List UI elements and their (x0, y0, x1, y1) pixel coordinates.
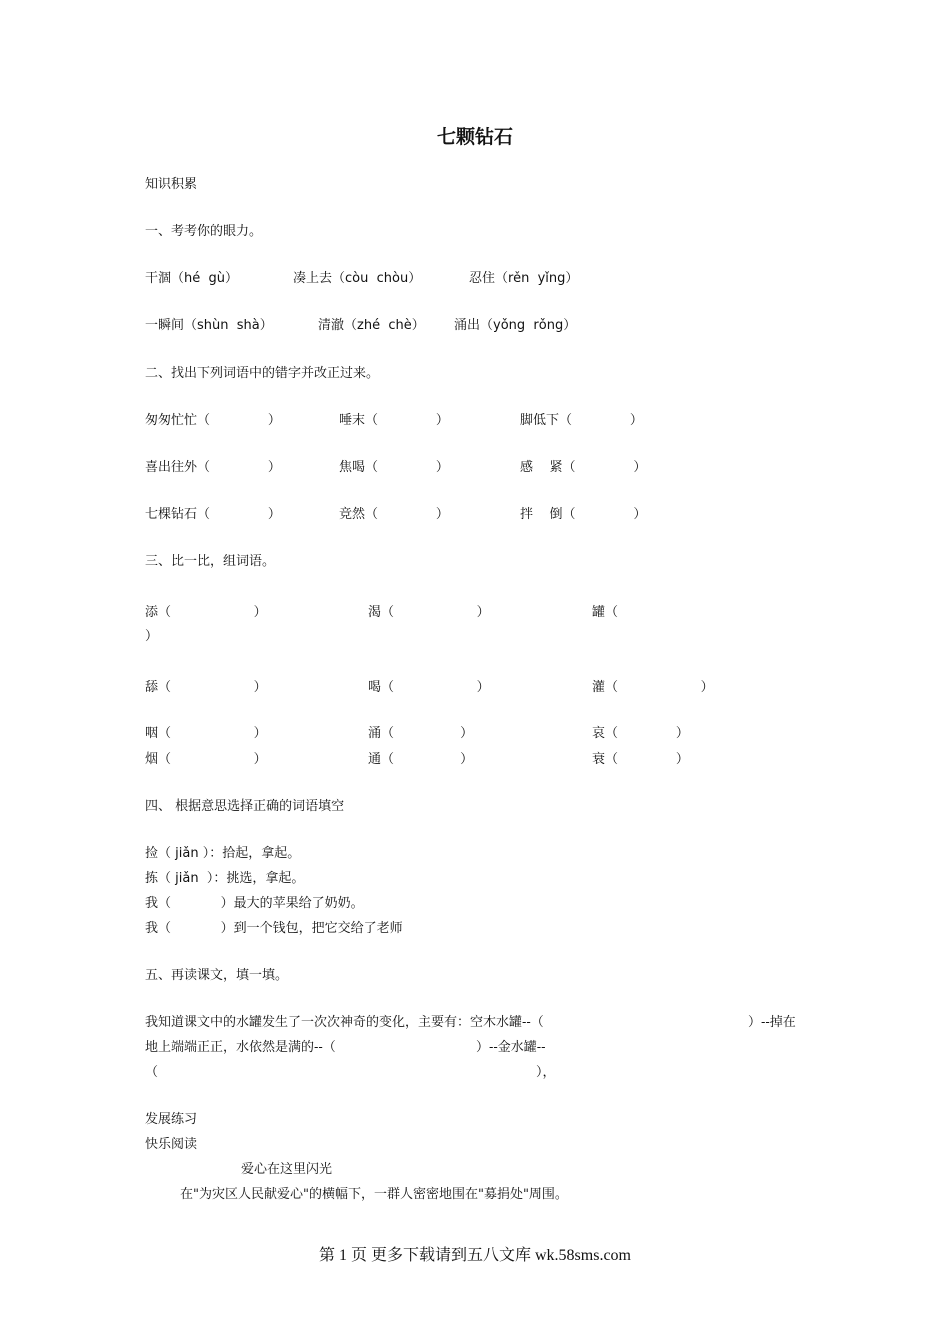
q3-item[interactable]: 喝（ ） (368, 680, 490, 695)
q3-item-wrap: ） (145, 629, 159, 644)
q3-item[interactable]: 灌（ ） (592, 680, 714, 695)
q1-word: 凑上去 (293, 271, 333, 286)
q1-pinyin: （rěn yǐng） (495, 271, 579, 286)
q1-item (145, 270, 238, 288)
q2-item[interactable]: 七棵钻石（ ） (145, 507, 281, 522)
q1-word: 干涸 (145, 271, 172, 286)
q2-item[interactable]: 竞然（ ） (339, 507, 449, 522)
q1-item (318, 317, 425, 335)
q3-item[interactable]: 咽（ ） (145, 726, 267, 741)
q5-text: （ (145, 1065, 159, 1080)
section-label-knowledge: 知识积累 (145, 177, 198, 192)
q5-heading: 五、再读课文，填一填。 (145, 968, 289, 983)
q2-item[interactable]: 焦喝（ ） (339, 460, 449, 475)
q3-item[interactable]: 通（ ） (368, 752, 474, 767)
q2-heading: 二、找出下列词语中的错字并改正过来。 (145, 366, 380, 381)
q3-item[interactable]: 烟（ ） (145, 752, 267, 767)
q4-definition: 拣（ jiǎn ）：挑选，拿起。 (145, 871, 305, 886)
q2-item[interactable]: 脚低下（ ） (520, 413, 643, 428)
reading-paragraph: 在"为灾区人民献爱心"的横幅下，一群人密密地围在"募捐处"周围。 (180, 1187, 568, 1202)
q1-pinyin: （shùn shà） (184, 318, 273, 333)
q1-item (469, 270, 578, 288)
q3-item[interactable]: 哀（ ） (592, 726, 689, 741)
q3-item[interactable]: 涌（ ） (368, 726, 474, 741)
q1-pinyin: （hé gù） (171, 271, 239, 286)
q1-heading: 一、考考你的眼力。 (145, 224, 263, 239)
q4-pinyin: jiǎn (175, 846, 199, 861)
q1-item (454, 317, 576, 335)
q3-item[interactable]: 罐（ (592, 605, 619, 620)
q4-definition: 捡（ jiǎn ）：拾起，拿起。 (145, 846, 301, 861)
section-label-practice: 发展练习 (145, 1112, 198, 1127)
q3-item[interactable]: 衰（ ） (592, 752, 689, 767)
q1-word: 一瞬间 (145, 318, 185, 333)
q2-item[interactable]: 匆匆忙忙（ ） (145, 413, 281, 428)
q4-fill-sentence[interactable]: 我（ ）最大的苹果给了奶奶。 (145, 896, 364, 911)
q1-word: 清澈 (318, 318, 345, 333)
q1-item (293, 270, 421, 288)
q1-pinyin: （còu chòu） (332, 271, 422, 286)
q5-text: 地上端端正正，水依然是满的--（ (145, 1040, 336, 1055)
q1-word: 涌出 (454, 318, 481, 333)
q2-item[interactable]: 拌 倒（ ） (520, 507, 647, 522)
section-label-reading: 快乐阅读 (145, 1137, 198, 1152)
q1-word: 忍住 (469, 271, 496, 286)
q3-item[interactable]: 舔（ ） (145, 680, 267, 695)
q5-text: 我知道课文中的水罐发生了一次次神奇的变化，主要有：空木水罐--（ (145, 1015, 544, 1030)
q4-fill-sentence[interactable]: 我（ ）到一个钱包，把它交给了老师 (145, 921, 403, 936)
q5-text: ）--掉在 (748, 1015, 796, 1030)
reading-title: 爱心在这里闪光 (241, 1162, 333, 1177)
q1-pinyin: （yǒng rǒng） (480, 318, 577, 333)
q3-item[interactable]: 添（ ） (145, 605, 267, 620)
q2-item[interactable]: 唾末（ ） (339, 413, 449, 428)
q2-item[interactable]: 感 紧（ ） (520, 460, 647, 475)
page-title: 七颗钻石 (436, 126, 513, 148)
q5-text: ）--金水罐-- (476, 1040, 546, 1055)
q3-heading: 三、比一比，组词语。 (145, 554, 276, 569)
q4-pinyin: jiǎn (175, 871, 199, 886)
q3-item[interactable]: 渴（ ） (368, 605, 490, 620)
q2-item[interactable]: 喜出往外（ ） (145, 460, 281, 475)
q1-item (145, 317, 273, 335)
q5-text: ）， (536, 1065, 556, 1080)
q1-pinyin: （zhé chè） (344, 318, 425, 333)
q4-heading: 四、 根据意思选择正确的词语填空 (145, 799, 345, 814)
page-footer: 第 1 页 更多下载请到五八文库 wk.58sms.com (318, 1247, 631, 1264)
